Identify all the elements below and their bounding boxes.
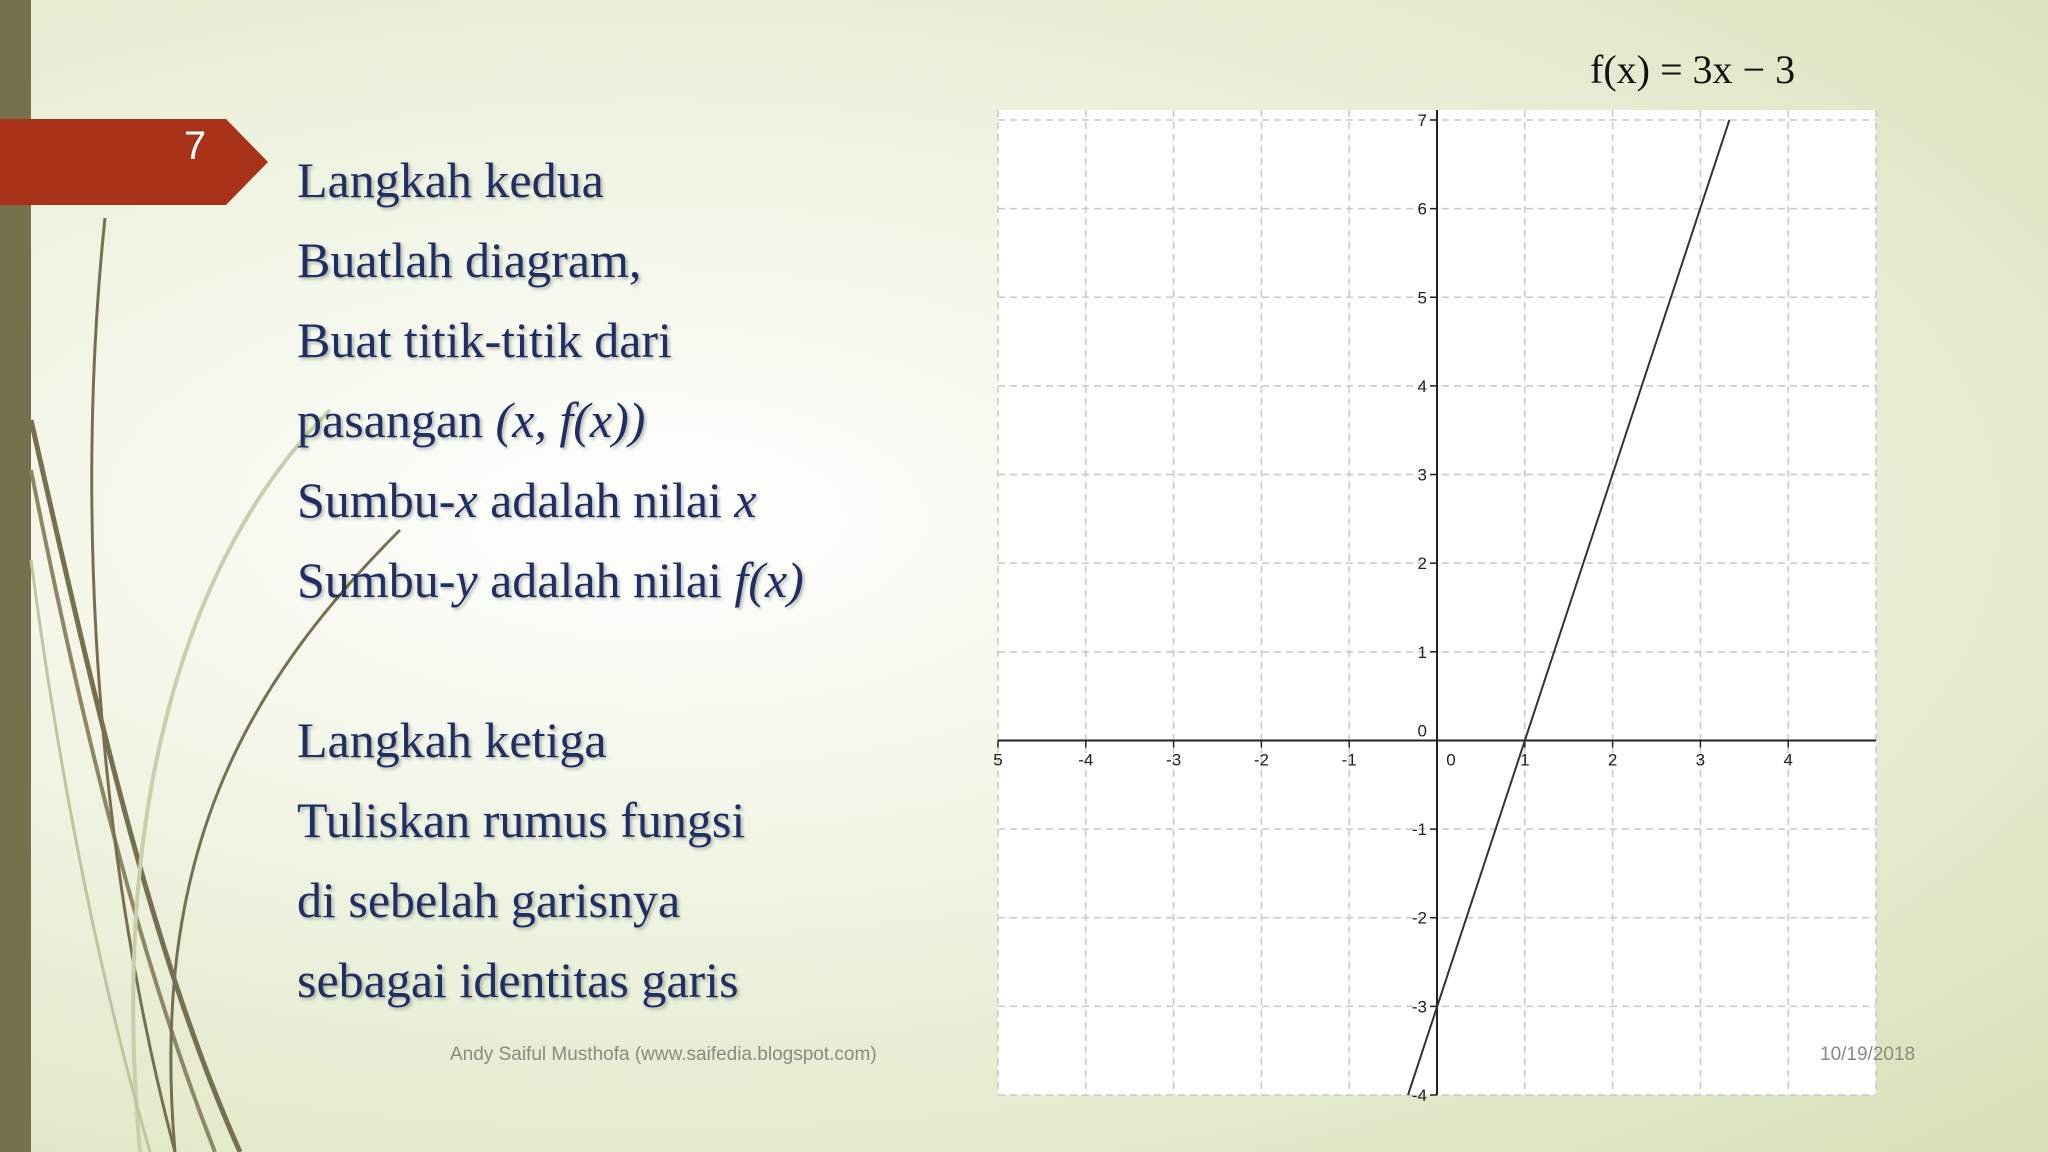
x-tick-label: -4 — [1078, 750, 1094, 770]
y-tick-label: 0 — [1417, 721, 1427, 741]
x-tick-label: 1 — [1520, 750, 1530, 770]
text-segment: Sumbu- — [297, 472, 456, 528]
text-segment: adalah nilai — [477, 472, 735, 528]
text-segment: di sebelah garisnya — [297, 872, 681, 928]
y-tick-label: 1 — [1417, 642, 1427, 662]
footer-date: 10/19/2018 — [1820, 1044, 1916, 1065]
text-segment: Langkah ketiga — [297, 712, 607, 768]
text-segment: sebagai identitas garis — [297, 952, 739, 1008]
text-line — [297, 700, 947, 780]
text-line — [297, 860, 947, 940]
instruction-block-step-2 — [297, 140, 947, 620]
x-tick-label: -1 — [1341, 750, 1357, 770]
text-line — [297, 540, 947, 620]
text-line — [297, 300, 947, 380]
y-tick-label: -3 — [1411, 997, 1427, 1017]
x-tick-label: 5 — [993, 750, 1003, 770]
y-tick-label: -4 — [1411, 1086, 1427, 1105]
math-segment: y — [455, 552, 478, 608]
math-segment: f(x) — [734, 552, 804, 608]
body-text — [297, 140, 947, 1020]
paragraph-gap — [297, 620, 947, 700]
y-tick-label: 4 — [1417, 376, 1427, 396]
y-tick-label: 2 — [1417, 554, 1427, 574]
x-tick-label: -3 — [1166, 750, 1182, 770]
text-segment: Buat titik-titik dari — [297, 312, 672, 368]
text-line — [297, 780, 947, 860]
slide-number: 7 — [183, 124, 207, 168]
text-line — [297, 460, 947, 540]
x-tick-label: 3 — [1695, 750, 1706, 770]
math-segment: (x, f(x)) — [495, 392, 646, 448]
x-tick-label: 4 — [1783, 750, 1793, 770]
text-segment: adalah nilai — [477, 552, 735, 608]
y-tick-label: 6 — [1417, 199, 1427, 219]
text-segment: Sumbu- — [297, 552, 456, 608]
footer-author: Andy Saiful Musthofa (www.saifedia.blogspot.com) — [450, 1044, 877, 1065]
function-graph — [993, 110, 1876, 1105]
instruction-block-step-3 — [297, 700, 947, 1020]
text-segment: Langkah kedua — [297, 152, 604, 208]
text-line — [297, 940, 947, 1020]
x-tick-label: 2 — [1607, 750, 1618, 770]
x-tick-label: -2 — [1253, 750, 1269, 770]
text-line — [297, 220, 947, 300]
text-segment: Tuliskan rumus fungsi — [297, 792, 746, 848]
text-segment: Buatlah diagram, — [297, 232, 642, 288]
text-line — [297, 140, 947, 220]
y-tick-label: 7 — [1417, 111, 1427, 130]
x-tick-label: 0 — [1446, 750, 1456, 770]
text-segment: pasangan — [297, 392, 496, 448]
y-tick-label: 5 — [1417, 288, 1427, 308]
y-tick-label: -1 — [1411, 820, 1427, 840]
function-line — [1408, 120, 1729, 1095]
graph-svg — [993, 110, 1876, 1105]
text-line — [297, 380, 947, 460]
y-tick-label: 3 — [1417, 465, 1427, 485]
math-segment: x — [455, 472, 478, 528]
y-tick-label: -2 — [1411, 908, 1427, 928]
math-segment: x — [734, 472, 757, 528]
function-formula: f(x) = 3x − 3 — [1590, 47, 1796, 92]
